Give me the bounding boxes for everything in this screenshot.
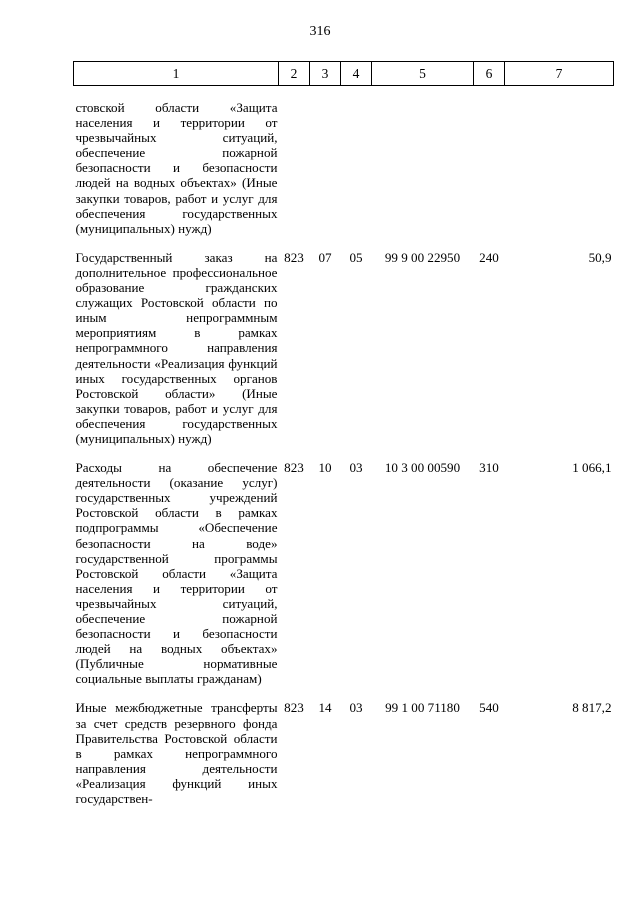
row-spacer: [74, 86, 614, 101]
page-number: 316: [309, 24, 331, 39]
section-cell: [310, 100, 341, 236]
header-row: [74, 62, 614, 86]
subsection-cell: 03: [349, 460, 363, 476]
target-item-cell: [372, 100, 474, 236]
section-cell: 14: [318, 700, 332, 716]
target-item-cell: 10 3 00 00590: [384, 460, 461, 476]
table-row: [74, 460, 614, 686]
description-cell: стовской области «Защита населения и территории от чрезвычайных ситуаций, обеспечение пожарной безопасности и безопасности людей на водных объектах» (Иные закупки товаров, работ и услуг для обеспечения государственных (муниципальных) нужд): [75, 100, 278, 236]
header-cell: 2: [279, 62, 310, 86]
expense-type-cell: 240: [479, 249, 499, 265]
header-cell: 7: [505, 62, 614, 86]
target-item-cell: 99 1 00 71180: [385, 700, 460, 716]
row-spacer: [74, 236, 614, 250]
section-cell: 07: [318, 249, 332, 265]
description-cell: Иные межбюджетные трансферты за счет средств резервного фонда Правительства Ростовской области в рамках непрограммного направления деятельности «Реализация функций иных государствен-: [75, 700, 278, 807]
table-row: [74, 700, 614, 806]
ministry-cell: [279, 100, 310, 236]
header-cell: 6: [474, 62, 505, 86]
description-cell: Государственный заказ на дополнительное профессиональное образование гражданских служащих Ростовской области по иным непрограммным мероприятиям в рамках непрограммного направления деятельности «Реализация функций иных государственных органов Ростовской области» (Иные закупки товаров, работ и услуг для обеспечения государственных (муниципальных) нужд): [75, 249, 278, 446]
row-spacer: [74, 686, 614, 700]
amount-cell: [505, 100, 614, 236]
ministry-cell: 823: [284, 460, 304, 476]
section-cell: 10: [318, 460, 332, 476]
table-row: [74, 250, 614, 446]
subsection-cell: 03: [349, 700, 363, 716]
row-spacer: [74, 446, 614, 460]
amount-cell: 8 817,2: [572, 700, 612, 716]
table-row: [74, 100, 614, 236]
target-item-cell: 99 9 00 22950: [384, 249, 461, 265]
expense-type-cell: [474, 100, 505, 236]
ministry-cell: 823: [284, 700, 304, 716]
subsection-cell: 05: [349, 249, 363, 265]
header-cell: 5: [372, 62, 474, 86]
expense-type-cell: 540: [479, 700, 499, 716]
subsection-cell: [341, 100, 372, 236]
header-cell: 4: [341, 62, 372, 86]
budget-table: [73, 61, 614, 806]
header-cell: 3: [310, 62, 341, 86]
amount-cell: 50,9: [588, 249, 612, 265]
ministry-cell: 823: [284, 249, 304, 265]
amount-cell: 1 066,1: [572, 460, 612, 476]
expense-type-cell: 310: [479, 460, 499, 476]
header-cell: 1: [74, 62, 279, 86]
description-cell: Расходы на обеспечение деятельности (оказание услуг) государственных учреждений Ростовской области в рамках подпрограммы «Обеспечение безопасности на воде» государственной программы Ростовской области «Защита населения и территории от чрезвычайных ситуаций, обеспечение пожарной безопасности и безопасности людей на водных объектах» (Публичные нормативные социальные выплаты гражданам): [75, 460, 278, 687]
